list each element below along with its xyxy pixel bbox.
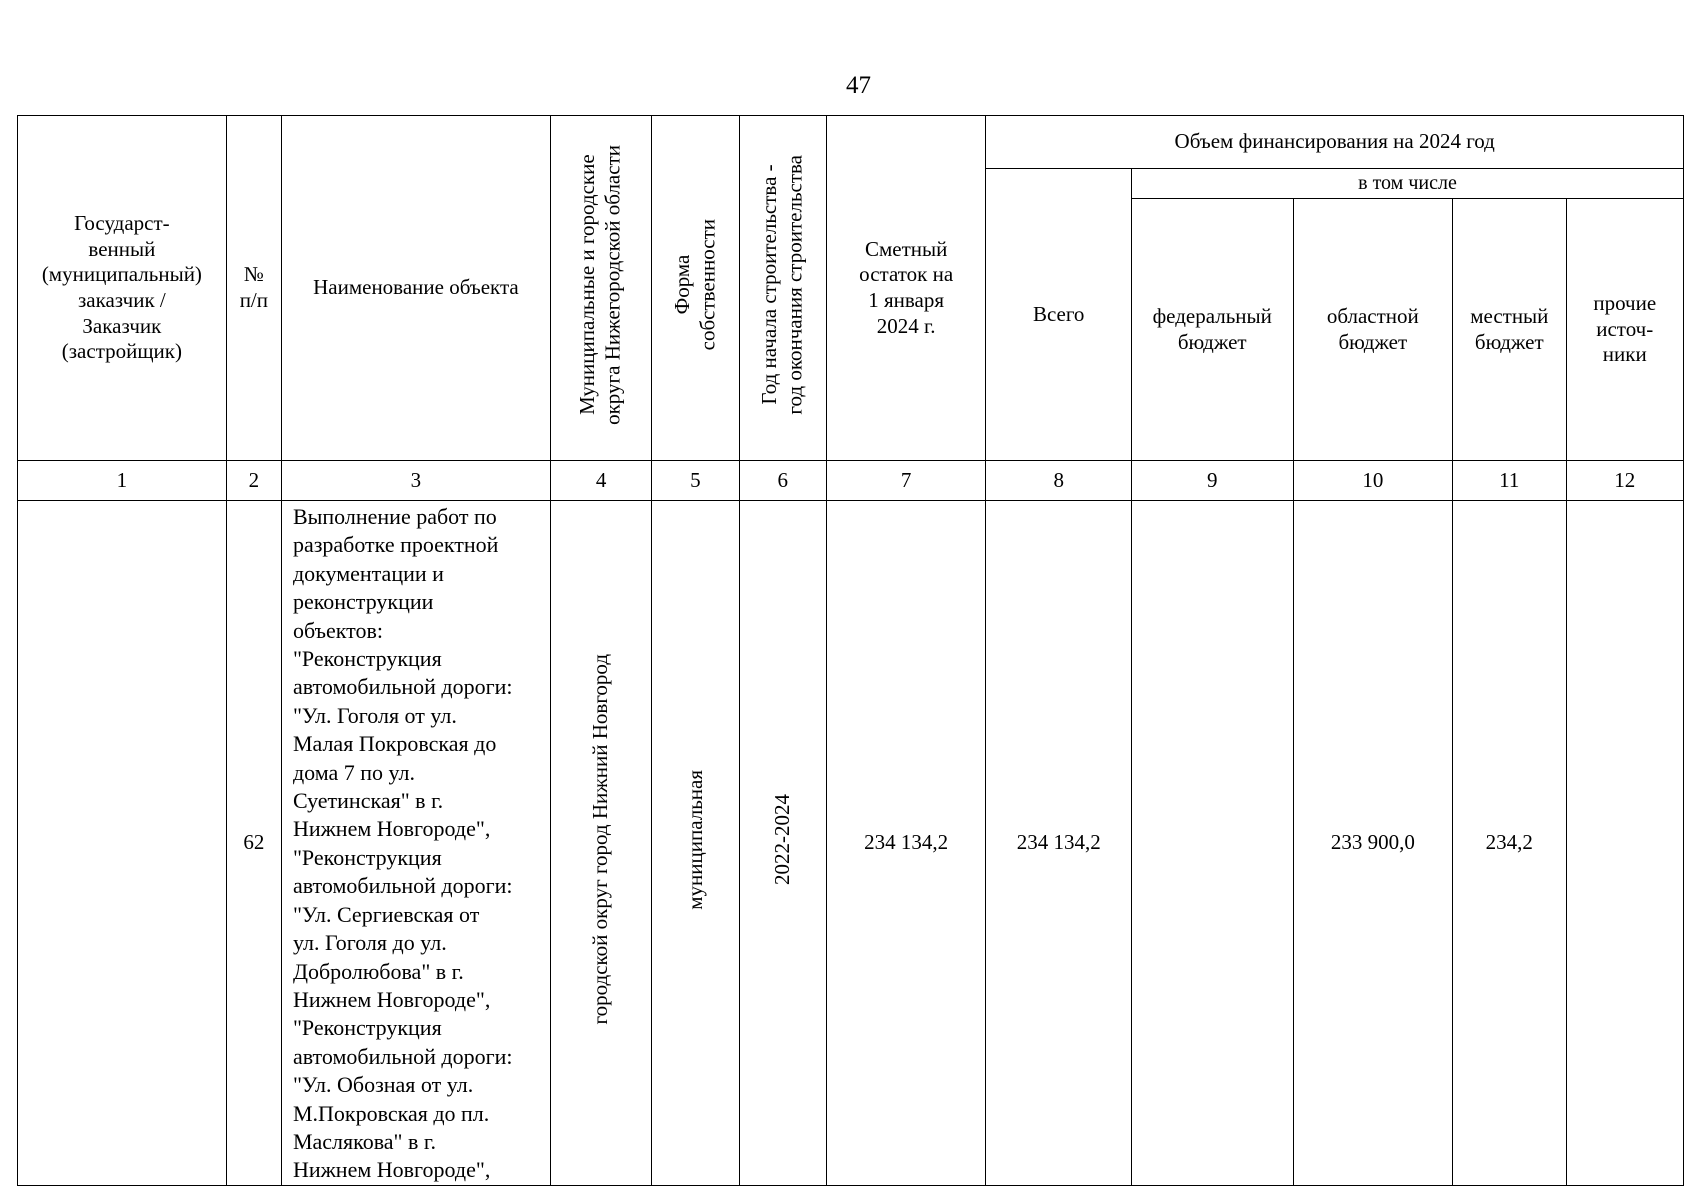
header-municipality: Муниципальные и городские округа Нижегородской области (550, 116, 651, 461)
header-number: № п/п (226, 116, 281, 461)
header-estimate-balance: Сметный остаток на 1 января 2024 г. (826, 116, 986, 461)
cell-local: 234,2 (1453, 501, 1566, 1186)
header-total: Всего (986, 169, 1132, 461)
header-ownership: Форма собственности (652, 116, 739, 461)
cell-customer (18, 501, 227, 1186)
column-number-row (18, 461, 1684, 501)
header-customer: Государст- венный (муниципальный) заказчик / Заказчик (застройщик) (18, 116, 227, 461)
header-including: в том числе (1131, 169, 1683, 199)
column-number: 11 (1453, 461, 1566, 501)
column-number: 9 (1131, 461, 1293, 501)
header-regional: областной бюджет (1293, 199, 1453, 461)
column-number: 10 (1293, 461, 1453, 501)
column-number: 4 (550, 461, 651, 501)
column-number: 7 (826, 461, 986, 501)
table-row (18, 501, 1684, 1186)
cell-federal (1131, 501, 1293, 1186)
cell-estimate-balance: 234 134,2 (826, 501, 986, 1186)
cell-ownership: муниципальная (652, 501, 739, 1186)
construction-financing-table (17, 115, 1684, 1186)
header-local: местный бюджет (1453, 199, 1566, 461)
column-number: 1 (18, 461, 227, 501)
page-number: 47 (846, 72, 871, 99)
cell-municipality: городской округ город Нижний Новгород (550, 501, 651, 1186)
header-years: Год начала строительства - год окончания строительства (739, 116, 826, 461)
header-financing-title: Объем финансирования на 2024 год (986, 116, 1684, 169)
cell-years: 2022-2024 (739, 501, 826, 1186)
column-number: 2 (226, 461, 281, 501)
column-number: 5 (652, 461, 739, 501)
cell-regional: 233 900,0 (1293, 501, 1453, 1186)
cell-number: 62 (226, 501, 281, 1186)
cell-total: 234 134,2 (986, 501, 1132, 1186)
column-number: 6 (739, 461, 826, 501)
cell-object-name: Выполнение работ по разработке проектной документации и реконструкции объектов: "Реконструкция автомобильной дороги: "Ул. Гоголя от ул. Малая Покровская до дома 7 по ул. Суетинская" в г. Нижнем Новгороде", "Реконструкция автомобильной дороги: "Ул. Сергиевская от ул. Гоголя до ул. Добролюбова" в г. Нижнем Новгороде", "Реконструкция автомобильной дороги: "Ул. Обозная от ул. М.Покровская до пл. Маслякова" в г. Нижнем Новгороде", (281, 501, 550, 1186)
header-federal: федеральный бюджет (1131, 199, 1293, 461)
column-number: 12 (1566, 461, 1684, 501)
header-other: прочие источ- ники (1566, 199, 1684, 461)
column-number: 8 (986, 461, 1132, 501)
cell-other (1566, 501, 1684, 1186)
header-object-name: Наименование объекта (281, 116, 550, 461)
column-number: 3 (281, 461, 550, 501)
